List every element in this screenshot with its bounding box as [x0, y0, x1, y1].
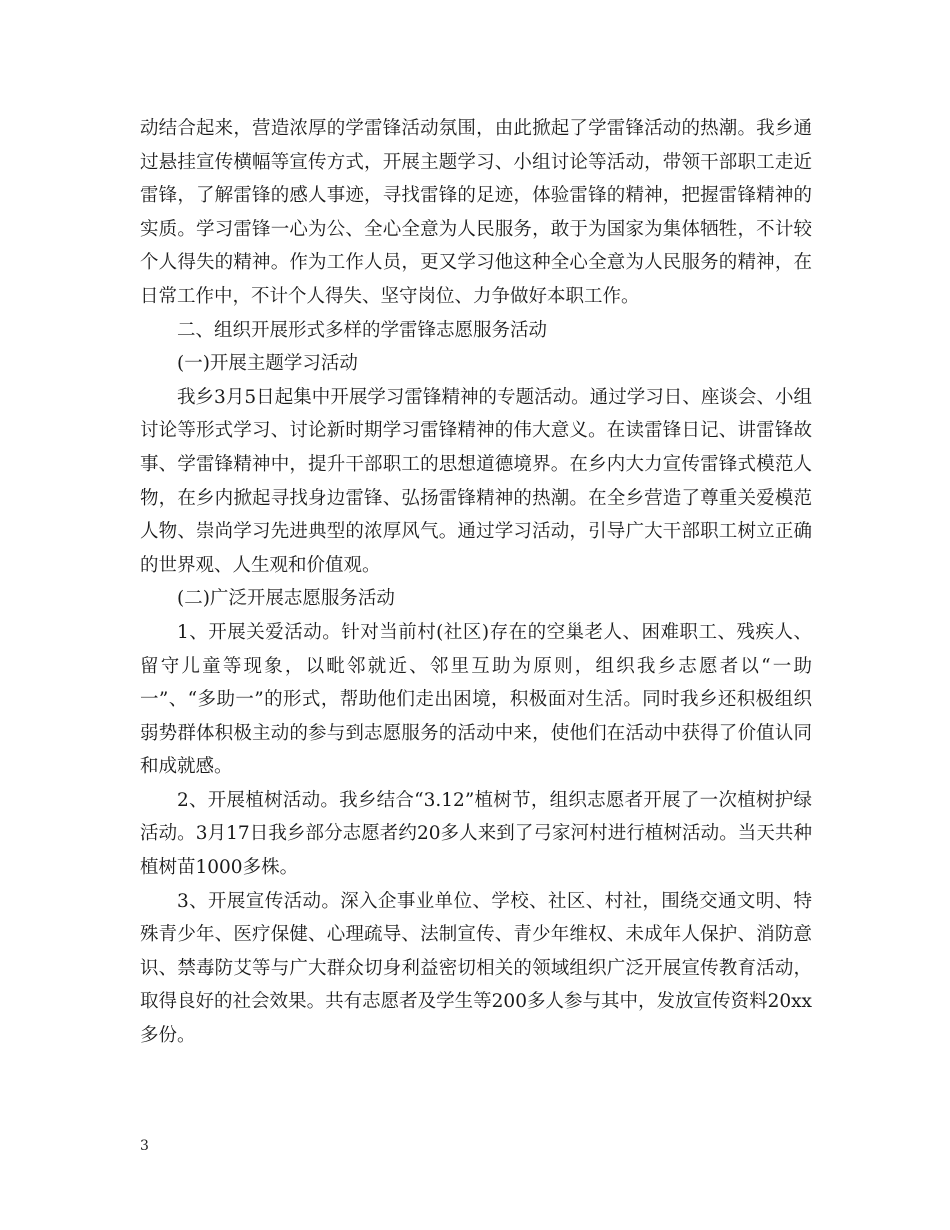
paragraph: 我乡3月5日起集中开展学习雷锋精神的专题活动。通过学习日、座谈会、小组讨论等形式学习、讨论新时期学习雷锋精神的伟大意义。在读雷锋日记、讲雷锋故事、学雷锋精神中，提升干部职工的思想道德境界。在乡内大力宣传雷锋式模范人物，在乡内掀起寻找身边雷锋、弘扬雷锋精神的热潮。在全乡营造了尊重关爱模范人物、崇尚学习先进典型的浓厚风气。通过学习活动，引导广大干部职工树立正确的世界观、人生观和价值观。 [140, 386, 812, 576]
page-number: 3 [140, 1138, 149, 1154]
document-body [140, 112, 812, 1053]
paragraph: 2、开展植树活动。我乡结合“3.12”植树节，组织志愿者开展了一次植树护绿活动。3月17日我乡部分志愿者约20多人来到了弓家河村进行植树活动。当天共种植树苗1000多株。 [140, 789, 812, 879]
paragraph-continuation: 动结合起来，营造浓厚的学雷锋活动氛围，由此掀起了学雷锋活动的热潮。我乡通过悬挂宣传横幅等宣传方式，开展主题学习、小组讨论等活动，带领干部职工走近雷锋，了解雷锋的感人事迹，寻找雷锋的足迹，体验雷锋的精神，把握雷锋精神的实质。学习雷锋一心为公、全心全意为人民服务，敢于为国家为集体牺牲，不计较个人得失的精神。作为工作人员，更又学习他这种全心全意为人民服务的精神，在日常工作中，不计个人得失、坚守岗位、力争做好本职工作。 [140, 118, 812, 307]
subsection-heading: (二)广泛开展志愿服务活动 [177, 588, 395, 610]
subsection-heading: (一)开展主题学习活动 [177, 353, 358, 375]
paragraph: 1、开展关爱活动。针对当前村(社区)存在的空巢老人、困难职工、残疾人、留守儿童等现象，以毗邻就近、邻里互助为原则，组织我乡志愿者以“一助一”、“多助一”的形式，帮助他们走出困境，积极面对生活。同时我乡还积极组织弱势群体积极主动的参与到志愿服务的活动中来，使他们在活动中获得了价值认同和成就感。 [140, 621, 812, 778]
section-heading: 二、组织开展形式多样的学雷锋志愿服务活动 [177, 319, 548, 341]
paragraph: 3、开展宣传活动。深入企事业单位、学校、社区、村社，围绕交通文明、特殊青少年、医疗保健、心理疏导、法制宣传、青少年维权、未成年人保护、消防意识、禁毒防艾等与广大群众切身利益密切相关的领域组织广泛开展宣传教育活动，取得良好的社会效果。共有志愿者及学生等200多人参与其中，发放宣传资料20xx多份。 [140, 890, 812, 1047]
